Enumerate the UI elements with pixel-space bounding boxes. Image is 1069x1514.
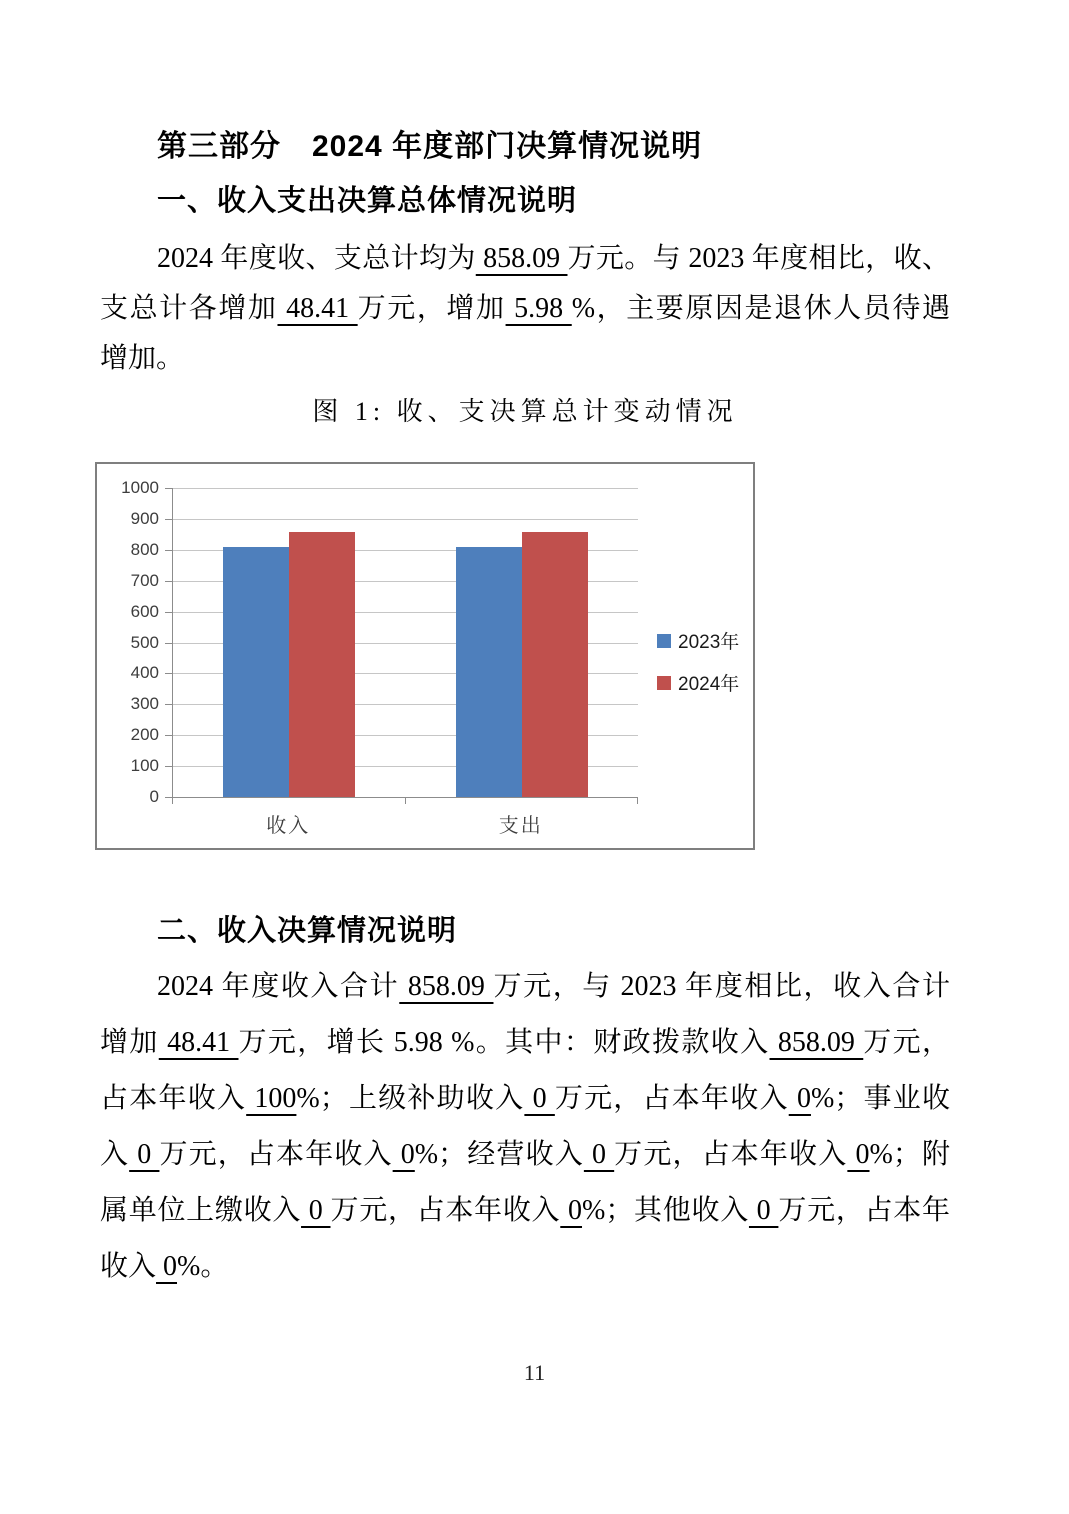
x-axis-tick-mark [637, 798, 638, 804]
text-run: 万元， [863, 1027, 951, 1058]
legend-swatch-icon [657, 676, 671, 690]
gridline [173, 488, 638, 489]
y-axis-tick-mark [165, 612, 172, 613]
text-run: %，主要原因是退休人员待遇 [571, 293, 951, 324]
text-run: 收入 [100, 1251, 157, 1282]
underlined-value: 5.98 [505, 293, 572, 324]
text-run: %；上级补助收入 [296, 1083, 525, 1114]
document-content [100, 0, 950, 1295]
y-axis-tick-mark [165, 519, 172, 520]
underlined-value: 0 [788, 1083, 811, 1114]
section2-heading: 二、收入决算情况说明 [157, 915, 458, 947]
paragraph-line [100, 284, 950, 334]
text-run: %。 [177, 1251, 229, 1282]
paragraph-overview [100, 234, 950, 384]
y-axis-tick-label: 800 [130, 539, 159, 559]
underlined-value: 858.09 [475, 243, 568, 274]
underlined-value: 858.09 [769, 1027, 864, 1058]
y-axis-tick-mark [165, 704, 172, 705]
paragraph-line [100, 1015, 950, 1071]
text-run: 属单位上缴收入 [100, 1195, 302, 1226]
x-axis-tick-mark [405, 798, 406, 804]
paragraph-income [100, 959, 950, 1295]
underlined-value: 0 [748, 1195, 779, 1226]
paragraph-line [100, 334, 950, 384]
text-run: 2024 年度收入合计 [157, 971, 400, 1002]
text-run: 支总计各增加 [100, 293, 278, 324]
section1-heading: 一、收入支出决算总体情况说明 [157, 185, 578, 217]
chart-legend [657, 627, 739, 696]
paragraph-line [100, 1071, 950, 1127]
text-run: 万元，占本年收入 [159, 1139, 393, 1170]
part-heading: 第三部分 2024 年度部门决算情况说明 [157, 130, 703, 163]
y-axis-tick-label: 900 [130, 508, 159, 528]
y-axis-tick-mark [165, 488, 172, 489]
underlined-value: 0 [156, 1251, 178, 1282]
paragraph-line [100, 1127, 950, 1183]
text-run: 万元，占本年收入 [330, 1195, 561, 1226]
text-run: 增加。 [100, 343, 185, 374]
figure-caption: 图 1: 收、支决算总计变动情况 [312, 397, 738, 426]
y-axis-tick-label: 300 [130, 694, 159, 714]
text-run: 增加 [100, 1027, 159, 1058]
underlined-value: 0 [129, 1139, 160, 1170]
y-axis-tick-mark [165, 735, 172, 736]
text-run: %；事业收 [810, 1083, 950, 1114]
bar-2024年-支出 [522, 532, 588, 797]
underlined-value: 0 [524, 1083, 555, 1114]
legend-item [657, 669, 739, 696]
underlined-value: 0 [301, 1195, 331, 1226]
page-number: 11 [523, 1360, 546, 1385]
y-axis-tick-label: 400 [130, 663, 159, 683]
text-run: 万元，占本年收入 [614, 1139, 848, 1170]
paragraph-line [100, 234, 950, 284]
text-run: %；经营收入 [414, 1139, 584, 1170]
bar-2024年-收入 [289, 532, 355, 797]
text-run: 万元。与 2023 年度相比，收、 [567, 243, 950, 274]
y-axis-tick-mark [165, 673, 172, 674]
y-axis-tick-mark [165, 797, 172, 798]
text-run: %；附 [869, 1139, 950, 1170]
y-axis-tick-mark [165, 766, 172, 767]
underlined-value: 858.09 [399, 971, 494, 1002]
paragraph-line [100, 1183, 950, 1239]
bar-2023年-收入 [223, 547, 289, 797]
legend-item [657, 627, 739, 654]
text-run: %；其他收入 [582, 1195, 749, 1226]
y-axis-tick-mark [165, 550, 172, 551]
chart-plot-area [172, 488, 638, 798]
bar-chart [95, 462, 755, 850]
legend-label: 2024年 [678, 674, 740, 695]
text-run: 万元，占本年收入 [554, 1083, 789, 1114]
text-run: 入 [100, 1139, 130, 1170]
underlined-value: 48.41 [277, 293, 358, 324]
underlined-value: 0 [583, 1139, 615, 1170]
text-run: 万元，占本年 [778, 1195, 951, 1226]
text-run: 占本年收入 [100, 1083, 247, 1114]
y-axis-tick-mark [165, 581, 172, 582]
text-run: 万元，增加 [357, 293, 506, 324]
text-run: 2024 年度收、支总计均为 [157, 243, 476, 274]
underlined-value: 0 [847, 1139, 870, 1170]
underlined-value: 0 [392, 1139, 415, 1170]
text-run: 万元，与 2023 年度相比，收入合计 [493, 971, 950, 1002]
y-axis-tick-label: 0 [149, 787, 159, 806]
underlined-value: 48.41 [158, 1027, 239, 1058]
paragraph-line [100, 959, 950, 1015]
y-axis-tick-label: 1000 [121, 478, 159, 497]
x-axis-category-label: 支出 [498, 815, 543, 837]
x-axis-category-label: 收入 [266, 815, 311, 837]
text-run: 万元，增长 5.98 %。其中：财政拨款收入 [238, 1027, 770, 1058]
x-axis-tick-mark [172, 798, 173, 804]
bar-2023年-支出 [456, 547, 522, 797]
legend-label: 2023年 [678, 632, 740, 653]
underlined-value: 0 [560, 1195, 583, 1226]
y-axis-tick-label: 700 [130, 570, 159, 590]
gridline [173, 519, 638, 520]
y-axis-tick-label: 200 [130, 725, 159, 745]
legend-swatch-icon [657, 634, 671, 648]
y-axis-tick-label: 600 [130, 601, 159, 621]
y-axis-tick-label: 100 [130, 756, 159, 776]
paragraph-line [100, 1239, 950, 1295]
y-axis-tick-mark [165, 643, 172, 644]
underlined-value: 100 [246, 1083, 297, 1114]
y-axis-tick-label: 500 [130, 632, 159, 652]
